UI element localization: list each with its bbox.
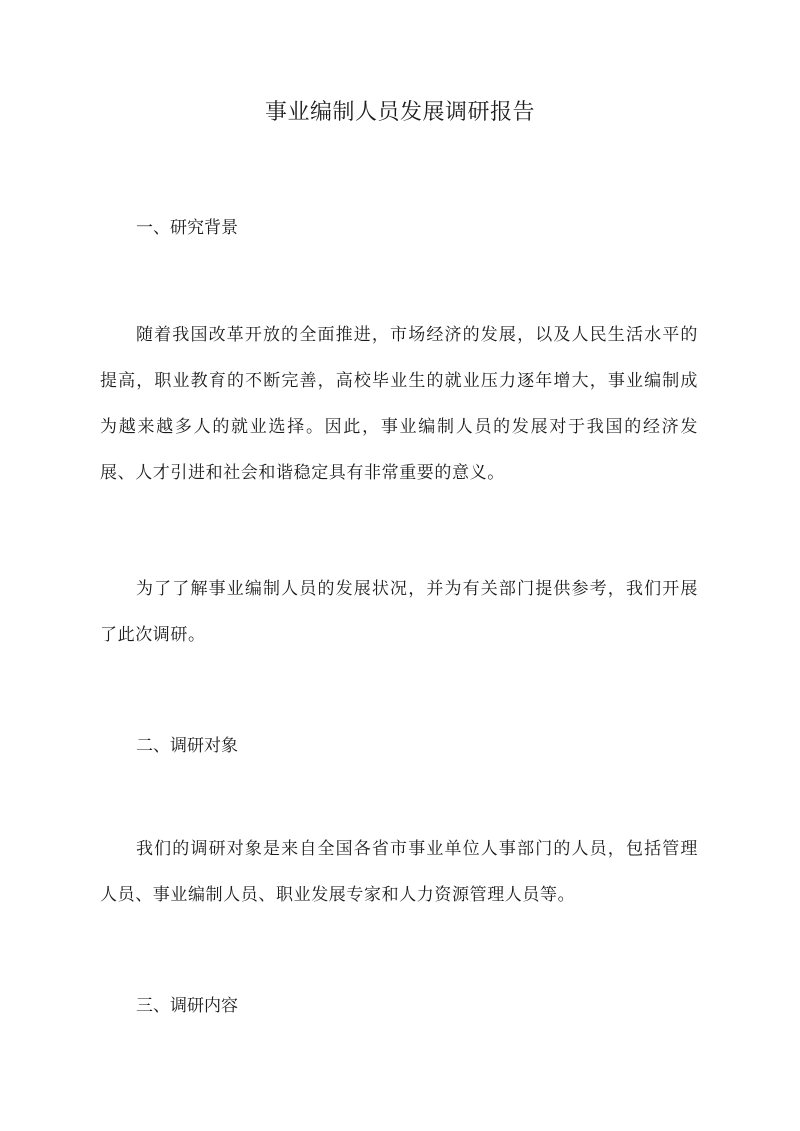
paragraph-background-1: 随着我国改革开放的全面推进，市场经济的发展，以及人民生活水平的提高，职业教育的不断完善，高校毕业生的就业压力逐年增大，事业编制成为越来越多人的就业选择。因此，事业编制人员的发展对于我国的经济发展、人才引进和社会和谐稳定具有非常重要的意义。 (100, 325, 698, 483)
paragraph-background-2: 为了了解事业编制人员的发展状况，并为有关部门提供参考，我们开展了此次调研。 (100, 579, 698, 645)
document-title: 事业编制人员发展调研报告 (264, 100, 535, 125)
section-heading-subjects: 二、调研对象 (136, 736, 238, 756)
section-heading-background: 一、研究背景 (136, 218, 238, 238)
paragraph-subjects-1: 我们的调研对象是来自全国各省市事业单位人事部门的人员，包括管理人员、事业编制人员、职业发展专家和人力资源管理人员等。 (100, 839, 698, 905)
section-heading-content: 三、调研内容 (136, 996, 238, 1016)
